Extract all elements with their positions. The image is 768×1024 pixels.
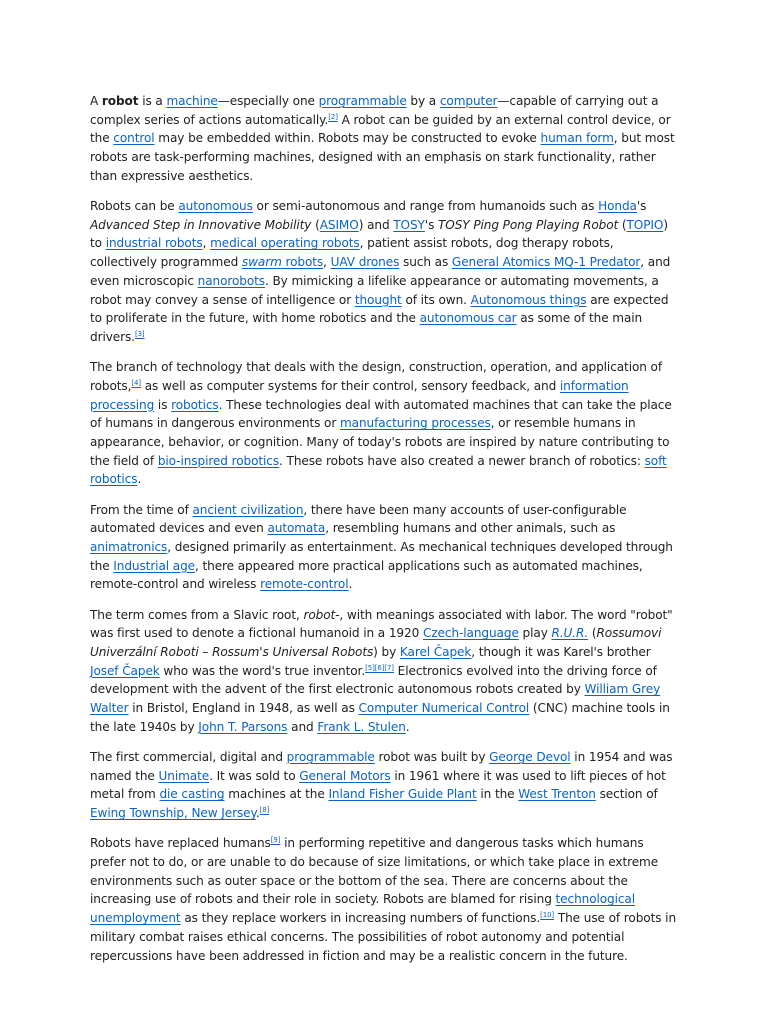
- wiki-link[interactable]: Ewing Township, New Jersey: [90, 806, 256, 821]
- wiki-link[interactable]: computer: [439, 94, 498, 108]
- wiki-link[interactable]: swarm: [241, 255, 282, 270]
- body-text: —capable of carrying out a complex series of actions automatically.: [90, 94, 659, 127]
- body-text: .: [348, 577, 353, 592]
- citation-link[interactable]: [540, 911, 554, 919]
- wiki-link[interactable]: machine: [166, 94, 218, 108]
- body-text: A: [90, 94, 102, 108]
- wiki-link[interactable]: West Trenton: [518, 787, 596, 802]
- body-text: The first commercial, digital and: [90, 750, 287, 764]
- wiki-link[interactable]: Josef Čapek: [90, 663, 160, 678]
- paragraph-robotics: [90, 358, 680, 489]
- wiki-link[interactable]: manufacturing processes: [339, 416, 491, 431]
- body-text: in performing repetitive and dangerous tasks which humans prefer not to do, or are unable to do because of size limitations, or which take place in extreme environments such as outer space or the bottom of the sea. There are concerns about the increasing use of robots and their role in society. Robots are blamed for rising: [90, 836, 659, 907]
- citation-link[interactable]: [365, 664, 394, 672]
- paragraph-first-robot: [90, 748, 680, 823]
- wiki-link[interactable]: die casting: [159, 787, 225, 802]
- italic-text: Rossum's Universal Robots: [212, 644, 374, 659]
- body-text: , designed primarily as entertainment. As mechanical techniques developed through the: [90, 539, 673, 573]
- body-text: 's: [636, 199, 647, 214]
- wiki-link[interactable]: soft robotics: [90, 453, 667, 487]
- body-text: and: [287, 719, 318, 734]
- body-text: , but most robots are task-performing machines, designed with an emphasis on stark functionality, rather than expressive aesthetics.: [90, 131, 675, 183]
- body-text: From the time of: [90, 502, 193, 517]
- body-text: 's: [424, 217, 439, 232]
- body-text: of its own.: [401, 292, 471, 307]
- wiki-link[interactable]: technological unemployment: [90, 892, 636, 926]
- body-text: Electronics evolved into the driving force of development with the advent of the first electronic autonomous robots created by: [90, 663, 657, 697]
- body-text: . By mimicking a lifelike appearance or automating movements, a robot may convey a sense of intelligence or: [90, 273, 659, 307]
- body-text: . These technologies deal with automated machines that can take the place of humans in dangerous environments or: [90, 397, 672, 431]
- italic-text: robot-: [303, 607, 340, 622]
- wiki-link[interactable]: autonomous car: [419, 311, 517, 326]
- paragraph-impact: [90, 834, 680, 965]
- body-text: in Bristol, England in 1948, as well as: [128, 701, 359, 716]
- body-text: . It was sold to: [209, 768, 300, 783]
- body-text: The branch of technology that deals with the design, construction, operation, and application of robots,: [90, 360, 663, 393]
- italic-text: TOSY Ping Pong Playing Robot: [438, 217, 619, 232]
- wiki-link[interactable]: human form: [540, 131, 614, 146]
- wiki-link[interactable]: robots: [281, 255, 324, 270]
- body-text: as they replace workers in increasing numbers of functions.: [180, 911, 541, 926]
- article-body: [90, 92, 680, 977]
- wiki-link[interactable]: medical operating robots: [210, 236, 360, 251]
- wiki-link[interactable]: ancient civilization: [192, 502, 304, 517]
- wiki-link[interactable]: Inland Fisher Guide Plant: [328, 787, 477, 802]
- body-text: , or resemble humans in appearance, behavior, or cognition. Many of today's robots are inspired by nature contributing to the field of: [90, 416, 670, 468]
- body-text: robot was built by: [374, 750, 490, 764]
- body-text: play: [518, 626, 552, 641]
- body-text: are expected to proliferate in the future, with home robotics and the: [90, 292, 669, 326]
- wiki-link[interactable]: R.U.R.: [551, 626, 589, 641]
- body-text: in 1961 where it was used to lift pieces of hot metal from: [90, 768, 666, 802]
- wiki-link[interactable]: nanorobots: [197, 273, 265, 288]
- citation-link[interactable]: [260, 806, 270, 814]
- body-text: The use of robots in military combat raises ethical concerns. The possibilities of robot autonomy and potential repercussions have been addressed in fiction and may be a realistic concern in the future.: [90, 911, 677, 963]
- paragraph-intro: [90, 92, 680, 186]
- citation-anchor[interactable]: [2]: [328, 112, 338, 121]
- body-text: (: [618, 217, 627, 232]
- wiki-link[interactable]: TOSY: [393, 217, 425, 232]
- citation-link[interactable]: [135, 330, 145, 338]
- wiki-link[interactable]: Industrial age: [113, 558, 195, 573]
- body-text: by a: [406, 94, 440, 108]
- body-text: , resembling humans and other animals, such as: [325, 521, 616, 536]
- body-text: Robots can be: [90, 199, 179, 214]
- body-text: , with meanings associated with labor. The word "robot" was first used to denote a fictional humanoid in a 1920: [90, 607, 673, 641]
- body-text: .: [405, 719, 410, 734]
- citation-link[interactable]: [328, 113, 338, 121]
- body-text: A robot can be guided by an external control device, or the: [90, 112, 671, 146]
- wiki-link[interactable]: programmable: [286, 750, 375, 764]
- body-text: ) by: [373, 644, 400, 659]
- wiki-link[interactable]: Frank L. Stulen: [317, 719, 406, 734]
- wiki-link[interactable]: bio-inspired robotics: [157, 453, 280, 468]
- wiki-link[interactable]: Computer Numerical Control: [358, 701, 530, 716]
- body-text: such as: [399, 255, 452, 270]
- body-text: .: [255, 806, 260, 821]
- wiki-link[interactable]: Unimate: [158, 768, 210, 783]
- citation-anchor[interactable]: [5][6][7]: [365, 663, 394, 672]
- wiki-link[interactable]: robotics: [171, 397, 219, 412]
- body-text: Robots have replaced humans: [90, 836, 271, 851]
- wiki-link[interactable]: William Grey Walter: [90, 682, 661, 716]
- body-text: , there have been many accounts of user-configurable automated devices and even: [90, 502, 627, 536]
- wiki-link[interactable]: animatronics: [90, 539, 168, 554]
- body-text: may be embedded within. Robots may be constructed to evoke: [154, 131, 541, 146]
- body-text: ) and: [358, 217, 394, 232]
- wiki-link[interactable]: General Atomics MQ-1 Predator: [451, 255, 641, 270]
- bold-term: robot: [101, 94, 139, 108]
- wiki-link[interactable]: autonomous: [178, 199, 253, 214]
- body-text: machines at the: [224, 787, 329, 802]
- wiki-link[interactable]: ASIMO: [319, 217, 359, 232]
- citation-anchor[interactable]: [8]: [259, 806, 270, 815]
- wiki-link[interactable]: Karel Čapek: [399, 644, 472, 659]
- body-text: , there appeared more practical applications such as automated machines, remote-control and wireless: [90, 558, 643, 592]
- citation-anchor[interactable]: [4]: [131, 378, 141, 387]
- body-text: The term comes from a Slavic root,: [90, 607, 304, 622]
- body-text: is: [154, 397, 172, 412]
- body-text: –: [198, 644, 213, 659]
- body-text: section of: [595, 787, 658, 802]
- wiki-link[interactable]: George Devol: [489, 750, 571, 764]
- paragraph-history: [90, 501, 680, 595]
- body-text: in the: [476, 787, 519, 802]
- citation-anchor[interactable]: [10]: [540, 911, 555, 920]
- body-text: .: [137, 472, 142, 487]
- wiki-link[interactable]: remote-control: [260, 577, 349, 592]
- citation-link[interactable]: [271, 836, 281, 844]
- paragraph-types: [90, 197, 680, 347]
- wiki-link[interactable]: control: [113, 131, 155, 146]
- body-text: (: [311, 217, 320, 232]
- wiki-link[interactable]: automata: [267, 521, 326, 536]
- wiki-link[interactable]: General Motors: [299, 768, 391, 783]
- body-text: is a: [138, 94, 167, 108]
- body-text: (: [588, 626, 597, 641]
- body-text: (CNC) machine tools in the late 1940s by: [90, 701, 670, 734]
- wiki-link[interactable]: industrial robots: [105, 236, 203, 251]
- wiki-link[interactable]: Autonomous things: [470, 292, 587, 307]
- body-text: or semi-autonomous and range from humanoids such as: [252, 199, 599, 214]
- citation-anchor[interactable]: [9]: [270, 836, 281, 845]
- wiki-link[interactable]: Honda: [598, 199, 637, 214]
- body-text: ,: [202, 236, 211, 251]
- body-text: as some of the main drivers.: [90, 311, 643, 344]
- body-text: —especially one: [217, 94, 319, 108]
- body-text: , though it was Karel's brother: [471, 644, 651, 659]
- wiki-link[interactable]: TOPIO: [626, 217, 664, 232]
- italic-text: Rossumovi Univerzální Roboti: [90, 626, 662, 659]
- wiki-link[interactable]: information processing: [90, 378, 629, 412]
- body-text: ,: [323, 255, 331, 270]
- body-text: , patient assist robots, dog therapy robots, collectively programmed: [90, 236, 614, 270]
- body-text: . These robots have also created a newer branch of robotics:: [279, 453, 645, 468]
- wiki-link[interactable]: John T. Parsons: [198, 719, 288, 734]
- citation-link[interactable]: [131, 379, 141, 387]
- body-text: as well as computer systems for their control, sensory feedback, and: [141, 378, 560, 393]
- citation-anchor[interactable]: [3]: [134, 329, 145, 338]
- wiki-link[interactable]: programmable: [318, 94, 407, 108]
- body-text: , and even microscopic: [90, 255, 671, 288]
- body-text: ) to: [90, 217, 668, 251]
- body-text: in 1954 and was named the: [90, 750, 673, 783]
- wiki-link[interactable]: thought: [354, 292, 402, 307]
- paragraph-etymology: [90, 606, 680, 737]
- wiki-link[interactable]: Czech-language: [422, 626, 519, 641]
- body-text: who was the word's true inventor.: [159, 663, 366, 678]
- italic-text: Advanced Step in Innovative Mobility: [90, 217, 312, 232]
- wiki-link[interactable]: UAV drones: [330, 255, 400, 270]
